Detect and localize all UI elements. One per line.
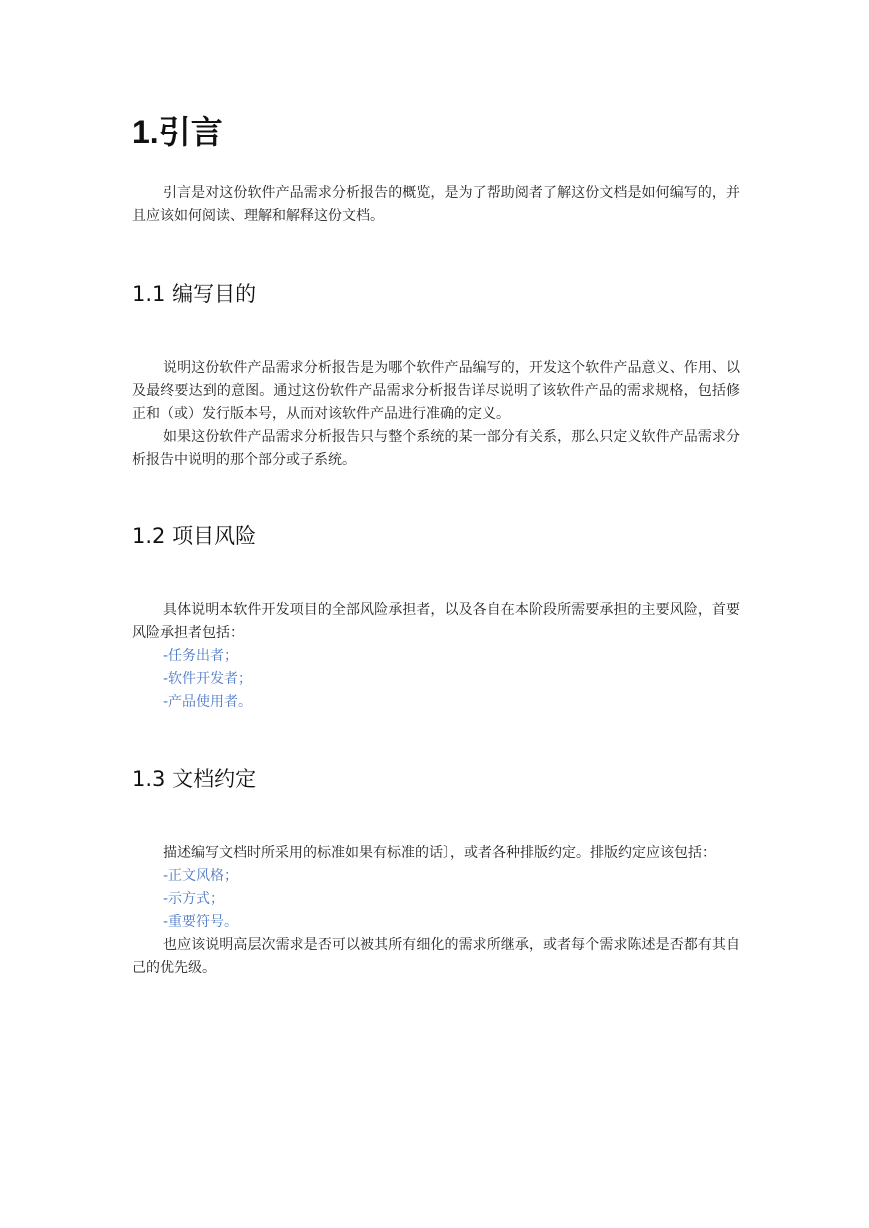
page-title: 1.引言 <box>132 114 223 150</box>
section-heading-purpose: 1.1 编写目的 <box>132 282 257 306</box>
risk-block <box>132 599 740 714</box>
conventions-block <box>132 842 740 980</box>
conventions-list-item: -正文风格； <box>163 868 239 884</box>
section-heading-risk: 1.2 项目风险 <box>132 524 257 548</box>
conventions-list-item: -示方式； <box>163 891 225 907</box>
conventions-list-item: -重要符号。 <box>163 914 239 930</box>
conventions-closing-paragraph: 也应该说明高层次需求是否可以被其所有细化的需求所继承，或者每个需求陈述是否都有其自己的优先级。 <box>132 937 740 976</box>
purpose-paragraph-2: 如果这份软件产品需求分析报告只与整个系统的某一部分有关系，那么只定义软件产品需求分析报告中说明的那个部分或子系统。 <box>132 429 740 468</box>
risk-list-item: -任务出者； <box>163 648 239 664</box>
purpose-paragraph-1: 说明这份软件产品需求分析报告是为哪个软件产品编写的，开发这个软件产品意义、作用、以及最终要达到的意图。通过这份软件产品需求分析报告详尽说明了该软件产品的需求规格，包括修正和（或）发行版本号，从而对该软件产品进行准确的定义。 <box>132 360 740 422</box>
risk-list-item: -产品使用者。 <box>163 694 253 710</box>
section-heading-conventions: 1.3 文档约定 <box>132 767 257 791</box>
intro-paragraph: 引言是对这份软件产品需求分析报告的概览，是为了帮助阅者了解这份文档是如何编写的，并且应该如何阅读、理解和解释这份文档。 <box>132 185 740 224</box>
risk-list-item: -软件开发者； <box>163 671 253 687</box>
purpose-block <box>132 357 740 472</box>
intro-block <box>132 182 740 228</box>
conventions-paragraph: 描述编写文档时所采用的标准如果有标准的话〕，或者各种排版约定。排版约定应该包括： <box>163 845 716 861</box>
risk-paragraph: 具体说明本软件开发项目的全部风险承担者，以及各自在本阶段所需要承担的主要风险，首要风险承担者包括： <box>132 602 740 641</box>
